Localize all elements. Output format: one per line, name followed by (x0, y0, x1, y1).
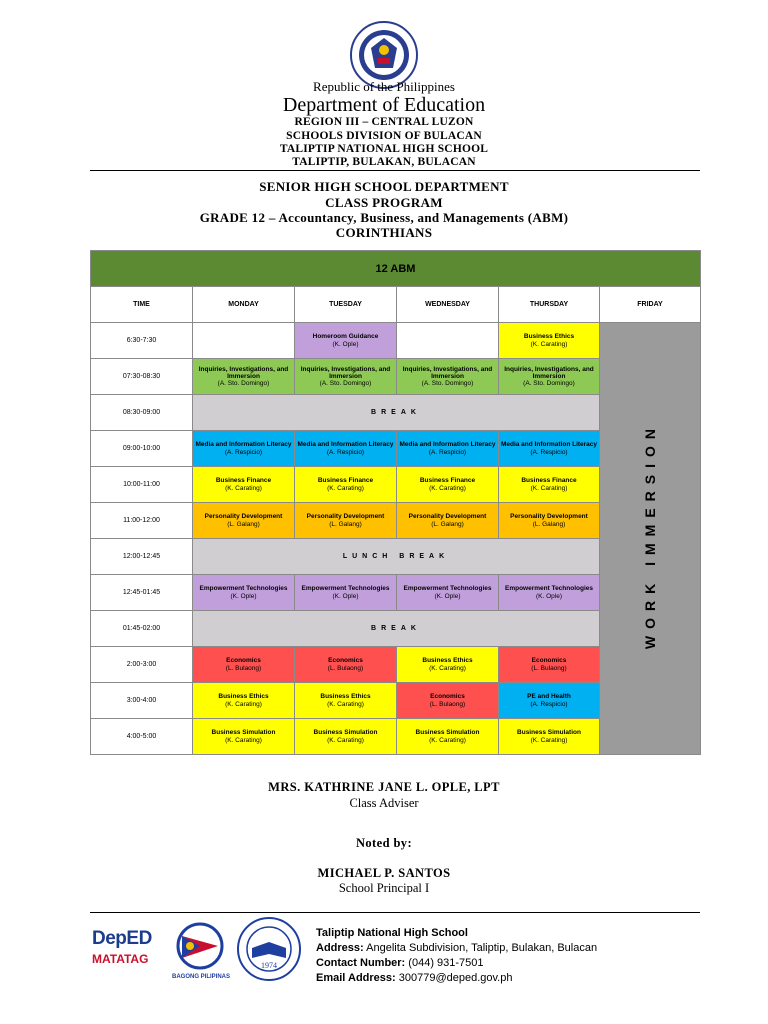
teacher-label: (K. Carating) (429, 736, 466, 744)
subject-label: Homeroom Guidance (312, 333, 379, 341)
subject-label: Empowerment Technologies (403, 585, 492, 593)
class-cell (295, 719, 397, 755)
teacher-label: (K. Ople) (230, 592, 257, 600)
teacher-label: (L. Bulaong) (327, 664, 364, 672)
class-cell (295, 575, 397, 611)
deped-matatag-logo (92, 928, 162, 980)
bagong-pilipinas-logo-icon (172, 922, 228, 970)
subject-label: Business Ethics (320, 693, 371, 701)
subject-label: Media and Information Literacy (297, 441, 394, 449)
subject-label: Media and Information Literacy (500, 441, 598, 449)
subject-label: Personality Development (510, 513, 588, 521)
class-cell (193, 323, 295, 359)
teacher-label: (L. Bulaong) (225, 664, 262, 672)
class-cell (499, 431, 600, 467)
noted-by-label: Noted by: (355, 836, 413, 850)
class-cell (499, 719, 600, 755)
subject-label: Personality Development (408, 513, 487, 521)
footer-contact-value: (044) 931-7501 (408, 957, 484, 969)
school-line: TALIPTIP NATIONAL HIGH SCHOOL (279, 143, 489, 155)
grade-title: GRADE 12 – Accountancy, Business, and Managements (ABM) (199, 210, 569, 225)
footer-email-value: 300779@deped.gov.ph (398, 972, 513, 984)
subject-label: Business Simulation (517, 729, 581, 737)
teacher-label: (A. Sto. Domingo) (421, 380, 474, 388)
teacher-label: (A. Sto. Domingo) (319, 380, 372, 388)
teacher-label: (K. Carating) (225, 700, 262, 708)
work-immersion-cell (600, 323, 701, 755)
teacher-label: (K. Carating) (225, 736, 262, 744)
subject-label: Inquiries, Investigations, and Immersion (402, 365, 493, 380)
class-cell (193, 431, 295, 467)
teacher-label: (L. Galang) (227, 520, 260, 528)
region-line: REGION III – CENTRAL LUZON (294, 116, 474, 128)
class-cell (295, 683, 397, 719)
subject-label: Inquiries, Investigations, and Immersion (504, 365, 594, 380)
time-cell: 12:00-12:45 (91, 539, 193, 575)
footer-address (316, 942, 597, 954)
class-cell (193, 467, 295, 503)
day-header: MONDAY (193, 287, 295, 323)
schedule-row (91, 323, 701, 359)
day-header: THURSDAY (499, 287, 600, 323)
time-cell: 12:45-01:45 (91, 575, 193, 611)
teacher-label: (L. Bulaong) (429, 700, 466, 708)
teacher-label: (L. Galang) (431, 520, 464, 528)
class-cell (397, 719, 499, 755)
class-cell (193, 683, 295, 719)
footer-email-label: Email Address: (316, 972, 396, 984)
subject-label: Media and Information Literacy (195, 441, 292, 449)
subject-label: PE and Health (527, 693, 571, 701)
principal-name: MICHAEL P. SANTOS (317, 866, 451, 880)
subject-label: Business Ethics (422, 657, 473, 665)
class-cell (295, 323, 397, 359)
teacher-label: (A. Respicio) (224, 448, 263, 456)
subject-label: Business Finance (215, 477, 272, 485)
adviser-role: Class Adviser (349, 796, 419, 810)
division-line: SCHOOLS DIVISION OF BULACAN (286, 130, 482, 142)
subject-label: Business Ethics (218, 693, 269, 701)
class-cell (193, 719, 295, 755)
class-cell (397, 503, 499, 539)
class-cell (295, 503, 397, 539)
break-cell: LUNCH BREAK (193, 539, 600, 575)
subject-label: Business Finance (521, 477, 577, 485)
day-header: TUESDAY (295, 287, 397, 323)
teacher-label: (L. Galang) (532, 520, 566, 528)
teacher-label: (K. Carating) (429, 484, 466, 492)
teacher-label: (A. Respicio) (326, 448, 365, 456)
subject-label: Economics (226, 657, 261, 665)
class-cell (295, 467, 397, 503)
class-cell (295, 359, 397, 395)
teacher-label: (K. Ople) (332, 592, 359, 600)
time-cell: 10:00-11:00 (91, 467, 193, 503)
teacher-label: (K. Ople) (434, 592, 461, 600)
teacher-label: (L. Galang) (329, 520, 362, 528)
footer-school-name: Taliptip National High School (316, 927, 468, 939)
teacher-label: (K. Carating) (530, 340, 568, 348)
class-cell (193, 647, 295, 683)
teacher-label: (K. Carating) (429, 664, 466, 672)
subject-label: Inquiries, Investigations, and Immersion (300, 365, 391, 380)
subject-label: Business Finance (317, 477, 374, 485)
time-cell: 4:00-5:00 (91, 719, 193, 755)
class-cell (193, 503, 295, 539)
subject-label: Economics (430, 693, 465, 701)
class-cell (397, 575, 499, 611)
footer-email (316, 972, 512, 984)
footer-contact-label: Contact Number: (316, 957, 406, 969)
time-cell: 08:30-09:00 (91, 395, 193, 431)
work-immersion-label: WORK IMMERSION (642, 422, 658, 650)
class-cell (499, 683, 600, 719)
table-banner: 12 ABM (91, 251, 701, 287)
teacher-label: (K. Carating) (225, 484, 262, 492)
teacher-label: (A. Respicio) (530, 700, 568, 708)
footer-contact (316, 957, 484, 969)
header-divider (90, 170, 700, 171)
day-header: WEDNESDAY (397, 287, 499, 323)
break-cell: BREAK (193, 611, 600, 647)
bagong-pilipinas-text: BAGONG PILIPINAS (171, 974, 230, 980)
deped-logo-text: DepED (92, 928, 152, 949)
subject-label: Economics (531, 657, 567, 665)
subject-label: Personality Development (306, 513, 385, 521)
principal-role: School Principal I (338, 881, 430, 895)
subject-label: Empowerment Technologies (301, 585, 390, 593)
subject-label: Business Simulation (313, 729, 378, 737)
time-cell: 01:45-02:00 (91, 611, 193, 647)
school-seal-icon (236, 916, 302, 982)
teacher-label: (K. Carating) (530, 484, 568, 492)
footer-address-label: Address: (316, 942, 364, 954)
time-cell: 3:00-4:00 (91, 683, 193, 719)
time-cell: 07:30-08:30 (91, 359, 193, 395)
subject-label: Empowerment Technologies (199, 585, 288, 593)
teacher-label: (K. Carating) (327, 700, 364, 708)
subject-label: Inquiries, Investigations, and Immersion (198, 365, 289, 380)
time-cell: 11:00-12:00 (91, 503, 193, 539)
day-header: FRIDAY (600, 287, 701, 323)
adviser-name: MRS. KATHRINE JANE L. OPLE, LPT (268, 780, 500, 794)
shs-department-title: SENIOR HIGH SCHOOL DEPARTMENT (259, 179, 509, 194)
class-cell (397, 467, 499, 503)
department-title: Department of Education (282, 94, 486, 116)
class-cell (499, 467, 600, 503)
subject-label: Media and Information Literacy (399, 441, 496, 449)
footer-address-value: Angelita Subdivision, Taliptip, Bulakan, Bulacan (366, 942, 598, 954)
teacher-label: (L. Bulaong) (531, 664, 567, 672)
class-cell (499, 647, 600, 683)
subject-label: Business Finance (419, 477, 476, 485)
teacher-label: (K. Ople) (332, 340, 359, 348)
teacher-label: (K. Carating) (327, 736, 364, 744)
teacher-label: (A. Sto. Domingo) (523, 380, 575, 388)
matatag-logo-text: MATATAG (92, 952, 149, 966)
class-cell (499, 359, 600, 395)
class-cell (499, 575, 600, 611)
subject-label: Economics (328, 657, 363, 665)
subject-label: Business Simulation (415, 729, 480, 737)
class-schedule-table (90, 250, 701, 755)
address-line: TALIPTIP, BULAKAN, BULACAN (292, 156, 476, 168)
subject-label: Personality Development (204, 513, 283, 521)
class-cell (193, 575, 295, 611)
school-seal-year: 1974 (261, 961, 277, 970)
subject-label: Business Simulation (211, 729, 276, 737)
time-cell: 09:00-10:00 (91, 431, 193, 467)
class-cell (193, 359, 295, 395)
class-cell (397, 359, 499, 395)
teacher-label: (K. Carating) (530, 736, 568, 744)
class-cell (499, 503, 600, 539)
class-cell (397, 647, 499, 683)
teacher-label: (K. Carating) (327, 484, 364, 492)
subject-label: Empowerment Technologies (504, 585, 593, 593)
time-cell: 6:30-7:30 (91, 323, 193, 359)
teacher-label: (K. Ople) (535, 592, 562, 600)
teacher-label: (A. Respicio) (428, 448, 467, 456)
subject-label: Business Ethics (523, 333, 575, 341)
class-cell (499, 323, 600, 359)
class-cell (397, 431, 499, 467)
break-cell: BREAK (193, 395, 600, 431)
footer-divider (90, 912, 700, 913)
class-program-title: CLASS PROGRAM (325, 195, 443, 210)
teacher-label: (A. Sto. Domingo) (217, 380, 270, 388)
teacher-label: (A. Respicio) (530, 448, 568, 456)
day-header: TIME (91, 287, 193, 323)
class-cell (397, 323, 499, 359)
section-title: CORINTHIANS (335, 225, 433, 240)
republic-line: Republic of the Philippines (313, 79, 455, 94)
time-cell: 2:00-3:00 (91, 647, 193, 683)
class-cell (295, 431, 397, 467)
class-cell (295, 647, 397, 683)
class-cell (397, 683, 499, 719)
